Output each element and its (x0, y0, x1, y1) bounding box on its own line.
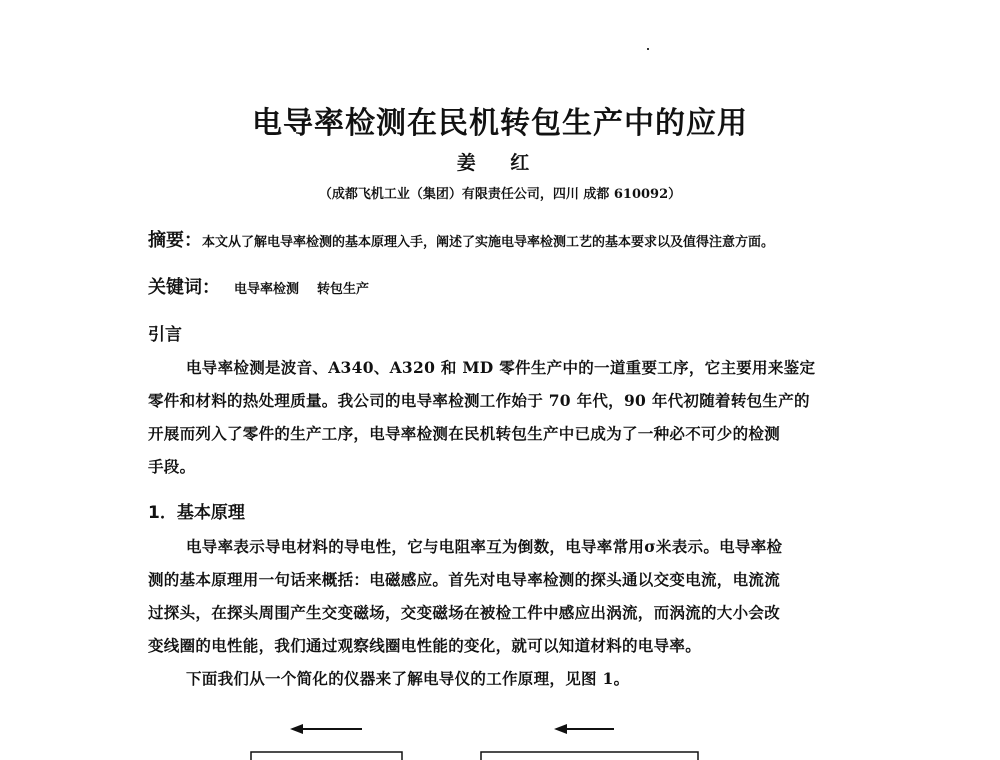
paragraph-line: 过探头，在探头周围产生交变磁场，交变磁场在被检工件中感应出涡流，而涡流的大小会改 (148, 603, 781, 622)
paper-title: 电导率检测在民机转包生产中的应用 (252, 106, 748, 141)
paragraph-line: 下面我们从一个简化的仪器来了解电导仪的工作原理，见图 1。 (186, 669, 630, 688)
left-arrow-icon (290, 724, 362, 734)
paragraph-line: 变线圈的电性能，我们通过观察线圈电性能的变化，就可以知道材料的电导率。 (148, 636, 702, 655)
abstract-label: 摘要： (148, 230, 202, 251)
section-heading-principle: 1．基本原理 (148, 503, 245, 523)
paragraph-line: 测的基本原理用一句话来概括：电磁感应。首先对电导率检测的探头通以交变电流，电流流 (148, 570, 781, 589)
author-name: 姜 红 (456, 152, 544, 174)
figure-box (481, 752, 698, 760)
keyword: 电导率检测 (234, 282, 300, 297)
author-affiliation: （成都飞机工业（集团）有限责任公司，四川 成都 610092） (318, 187, 682, 202)
paragraph-line: 电导率检测是波音、A340、A320 和 MD 零件生产中的一道重要工序，它主要用来鉴定 (186, 358, 816, 377)
paragraph-line: 零件和材料的热处理质量。我公司的电导率检测工作始于 70 年代，90 年代初随着转包生产的 (148, 391, 810, 410)
left-arrow-icon (554, 724, 614, 734)
paragraph-line: 手段。 (148, 457, 196, 476)
abstract-text: 本文从了解电导率检测的基本原理入手，阐述了实施电导率检测工艺的基本要求以及值得注意方面。 (202, 235, 775, 250)
paragraph-line: 开展而列入了零件的生产工序，电导率检测在民机转包生产中已成为了一种必不可少的检测 (148, 424, 781, 443)
keyword: 转包生产 (317, 282, 370, 297)
section-heading-intro: 引言 (148, 325, 182, 345)
keywords-label: 关键词： (148, 277, 220, 298)
paragraph-line: 电导率表示导电材料的导电性，它与电阻率互为倒数，电导率常用σ米表示。电导率检 (186, 537, 783, 556)
figure-box (251, 752, 402, 760)
